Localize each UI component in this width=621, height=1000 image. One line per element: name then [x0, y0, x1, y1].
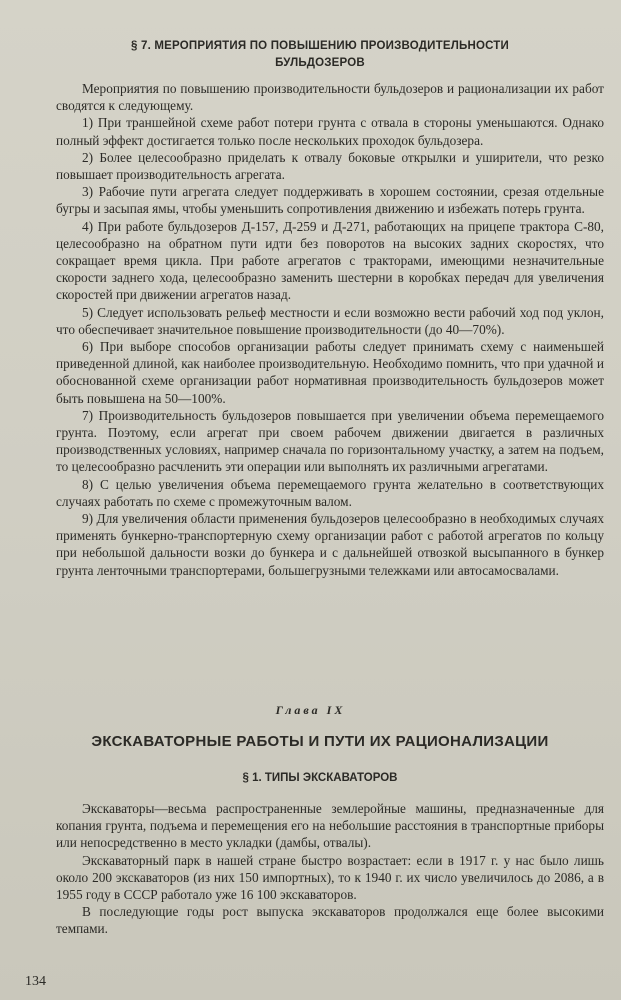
paragraph-intro: Мероприятия по повышению производительности бульдозеров и рационализации их работ сводятся к следующему.	[56, 81, 604, 114]
section-body	[56, 80, 604, 579]
paragraph-item-3: 3) Рабочие пути агрегата следует поддерживать в хорошем состоянии, срезая отдельные бугры и засыпая ямы, чтобы уменьшить сопротивления движению и избежать потерь грунта.	[56, 184, 604, 217]
paragraph-item-2: 2) Более целесообразно приделать к отвалу боковые открылки и уширители, что резко повышает производительность агрегата.	[56, 149, 604, 183]
section-title-line-2: БУЛЬДОЗЕРОВ	[275, 57, 365, 69]
paragraph-item-6: 6) При выборе способов организации работы следует принимать схему с наименьшей приведенной длиной, как наиболее производительную. Необходимо помнить, что при удачной и обоснованной схеме организации работ нормативная производительность бульдозеров может быть повышена на 50—100%.	[56, 339, 604, 406]
chapter-label: Глава IX	[275, 703, 346, 717]
subsection-title: § 1. ТИПЫ ЭКСКАВАТОРОВ	[242, 772, 398, 784]
page-number: 134	[25, 974, 46, 989]
chapter-paragraph-3: В последующие годы рост выпуска экскаваторов продолжался еще более высокими темпами.	[56, 904, 604, 937]
chapter-title: ЭКСКАВАТОРНЫЕ РАБОТЫ И ПУТИ ИХ РАЦИОНАЛИЗАЦИИ	[91, 733, 549, 750]
paragraph-item-5: 5) Следует использовать рельеф местности и если возможно вести рабочий ход под уклон, что обеспечивает значительное повышение производительности (до 40—70%).	[56, 304, 604, 337]
paragraph-item-8: 8) С целью увеличения объема перемещаемого грунта желательно в соответствующих случаях работать по схеме с промежуточным валом.	[56, 476, 604, 509]
chapter-paragraph-1: Экскаваторы—весьма распространенные землеройные машины, предназначенные для копания грунта, подъема и перемещения его на небольшие расстояния в транспортные приборы или непосредственно в место укладки (дамбы, отвалы).	[56, 801, 604, 851]
section-title-line-1: § 7. МЕРОПРИЯТИЯ ПО ПОВЫШЕНИЮ ПРОИЗВОДИТЕЛЬНОСТИ	[131, 40, 509, 52]
chapter-body	[56, 800, 604, 938]
chapter-paragraph-2: Экскаваторный парк в нашей стране быстро возрастает: если в 1917 г. у нас было лишь около 200 экскаваторов (из них 150 импортных), то к 1940 г. их число увеличилось до 2086, а в 1955 году в СССР работало уже 16 100 экскаваторов.	[56, 852, 604, 903]
paragraph-item-1: 1) При траншейной схеме работ потери грунта с отвала в стороны уменьшаются. Однако полный эффект достигается только после нескольких проходок бульдозера.	[56, 115, 604, 148]
section-title	[60, 38, 580, 72]
paragraph-item-4: 4) При работе бульдозеров Д-157, Д-259 и Д-271, работающих на прицепе трактора С-80, целесообразно на обратном пути идти без поворотов на высоких задних скоростях, что сокращает время цикла. При работе агрегатов с тракторами, имеющими незначительные скорости заднего хода, целесообразно заменить шестерни в коробках передач для увеличения скоростей при движении агрегатов назад.	[56, 218, 604, 303]
paragraph-item-9: 9) Для увеличения области применения бульдозеров целесообразно в необходимых случаях применять бункерно-транспортерную схему организации работ с работой агрегатов по кольцу при небольшой дальности возки до бункера и с дальнейшей отвозкой высыпанного в бункер грунта ленточными транспортерами, большегрузными тележками или автосамосвалами.	[56, 511, 604, 578]
paragraph-item-7: 7) Производительность бульдозеров повышается при увеличении объема перемещаемого грунта. Поэтому, если агрегат при своем рабочем движении двигается в различных производственных условиях, например сначала по горизонтальному участку, а затем на подъем, то целесообразно расчленить эти операции или выполнять их различными агрегатами.	[56, 407, 604, 475]
